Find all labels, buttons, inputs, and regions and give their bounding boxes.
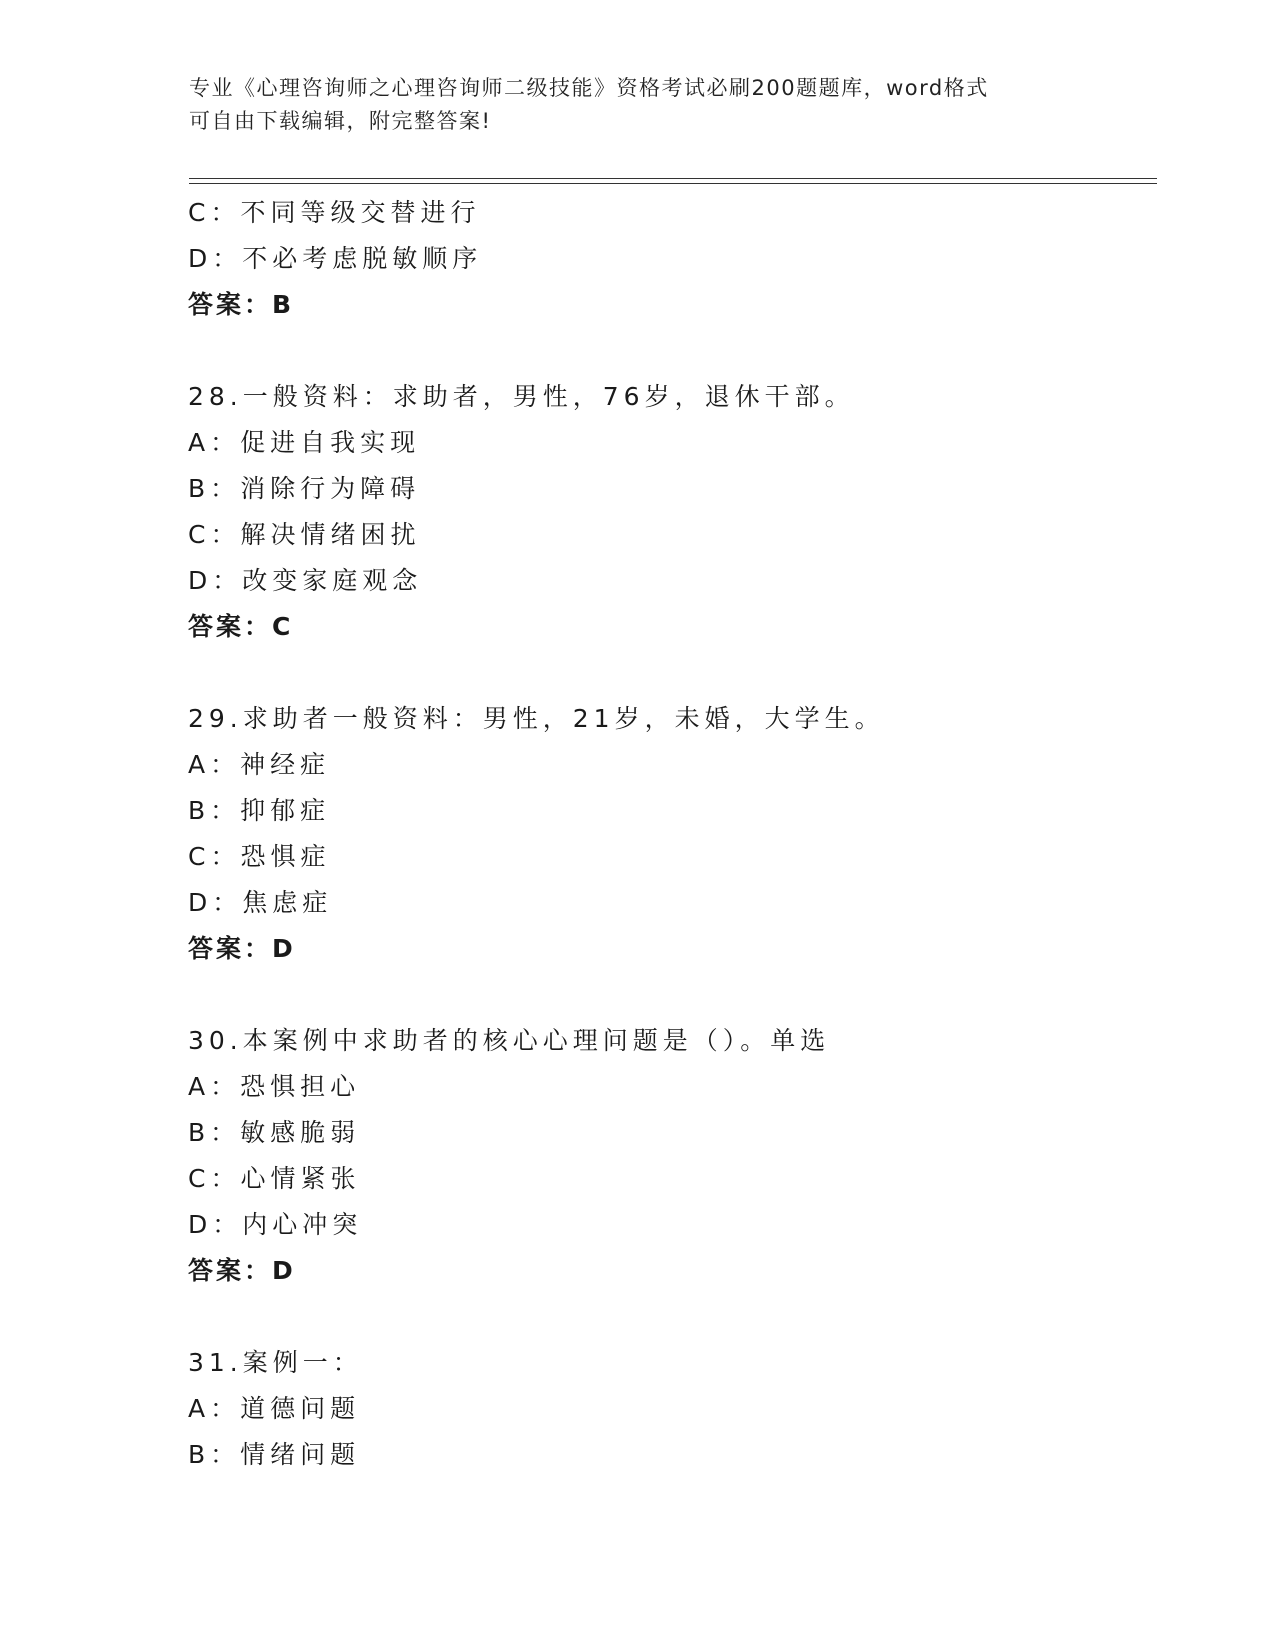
option-line: D：改变家庭观念 [188,566,423,595]
option-line: C：解决情绪困扰 [188,520,421,549]
option-line: B：抑郁症 [188,796,331,825]
header-title-line-2: 可自由下载编辑，附完整答案! [189,109,492,133]
option-line: A：道德问题 [188,1394,361,1423]
option-line: B：消除行为障碍 [188,474,421,503]
document-header [189,72,1089,138]
answer-line: 答案：B [188,290,295,319]
option-line: A：促进自我实现 [188,428,421,457]
answer-line: 答案：D [188,934,296,963]
question-stem: 30.本案例中求助者的核心心理问题是（）。单选 [188,1026,831,1055]
question-spacer [188,1294,1148,1340]
question-stem: 29.求助者一般资料：男性，21岁，未婚，大学生。 [188,704,885,733]
answer-line: 答案：D [188,1256,296,1285]
option-line: A：恐惧担心 [188,1072,361,1101]
question-stem: 31.案例一： [188,1348,363,1377]
option-line: A：神经症 [188,750,331,779]
question-spacer [188,972,1148,1018]
header-rule-top [189,178,1157,179]
header-rule-bottom [189,183,1157,184]
option-line: C：不同等级交替进行 [188,198,481,227]
option-line: D：不必考虑脱敏顺序 [188,244,483,273]
option-line: B：情绪问题 [188,1440,361,1469]
question-spacer [188,328,1148,374]
option-line: C：恐惧症 [188,842,331,871]
option-line: D：内心冲突 [188,1210,363,1239]
question-stem: 28.一般资料：求助者，男性，76岁，退休干部。 [188,382,855,411]
option-line: C：心情紧张 [188,1164,361,1193]
question-list [188,190,1148,1478]
option-line: B：敏感脆弱 [188,1118,361,1147]
question-spacer [188,650,1148,696]
option-line: D：焦虑症 [188,888,333,917]
header-title-line-1: 专业《心理咨询师之心理咨询师二级技能》资格考试必刷200题题库，word格式 [189,76,989,100]
answer-line: 答案：C [188,612,294,641]
